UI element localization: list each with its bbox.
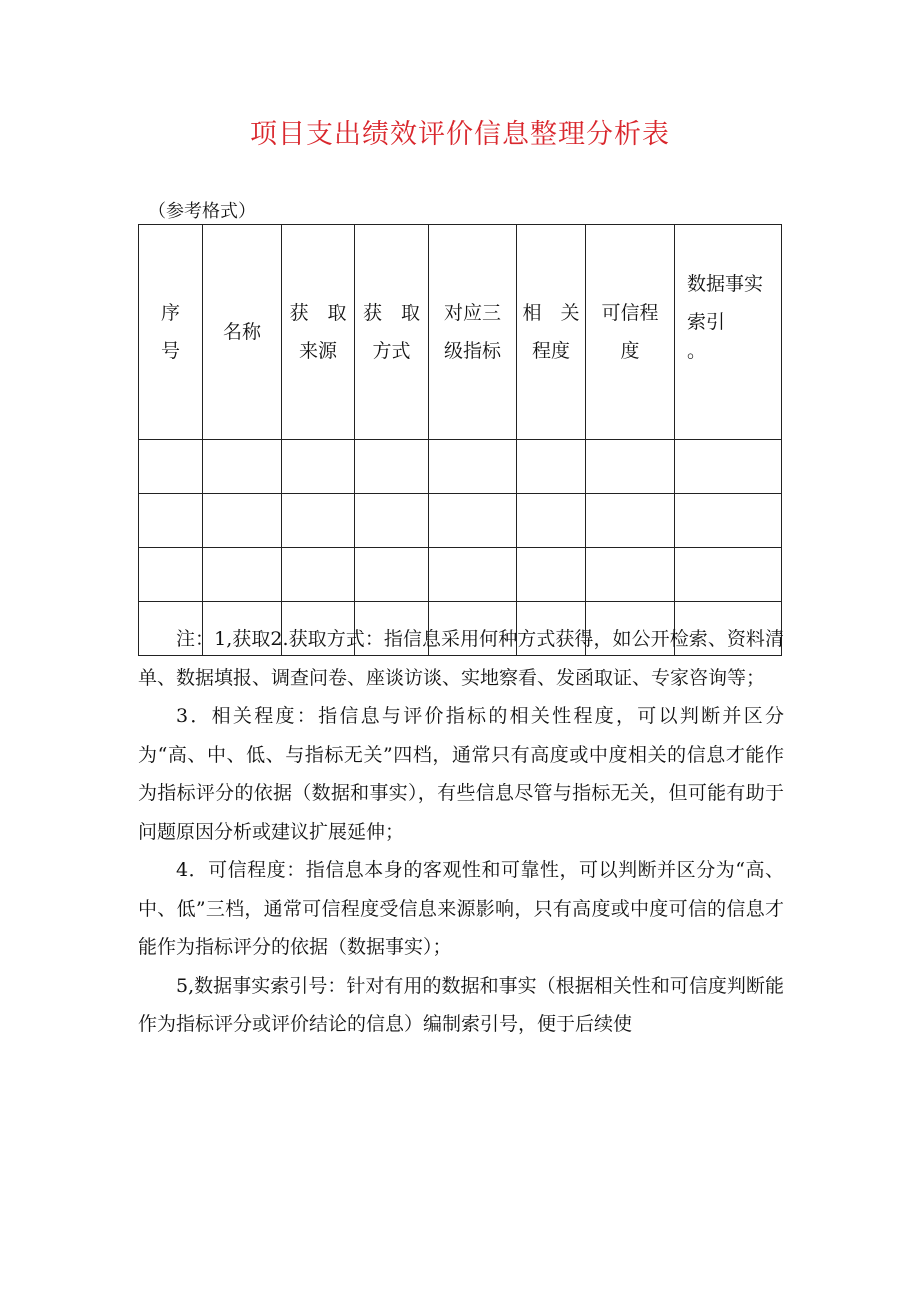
table-cell bbox=[429, 548, 517, 602]
table-cell bbox=[675, 494, 782, 548]
header-relevance: 相 关 程度 bbox=[517, 225, 586, 440]
table-cell bbox=[282, 494, 355, 548]
header-method: 获 取 方式 bbox=[355, 225, 429, 440]
table-cell bbox=[355, 494, 429, 548]
table-cell bbox=[586, 440, 675, 494]
table-cell bbox=[203, 440, 282, 494]
table-cell bbox=[139, 440, 203, 494]
table-cell bbox=[282, 440, 355, 494]
table-header-row bbox=[139, 225, 782, 440]
note-credibility: 4．可信程度：指信息本身的客观性和可靠性，可以判断并区分为“高、中、低”三档，通常可信程度受信息来源影响，只有高度或中度可信的信息才能作为指标评分的依据（数据事实）； bbox=[138, 859, 784, 958]
table-row bbox=[139, 548, 782, 602]
table-cell bbox=[517, 494, 586, 548]
note-acquisition-method: 注：1,获取2.获取方式：指信息采用何种方式获得，如公开检索、资料清单、数据填报、调查问卷、座谈访谈、实地察看、发函取证、专家咨询等； bbox=[138, 628, 784, 689]
table-cell bbox=[429, 440, 517, 494]
header-index: 序 号 bbox=[139, 225, 203, 440]
table-row bbox=[139, 440, 782, 494]
table-cell bbox=[139, 548, 203, 602]
header-name: 名称 bbox=[203, 225, 282, 440]
table-cell bbox=[675, 548, 782, 602]
table-cell bbox=[586, 494, 675, 548]
header-evidence-index: 数据事实 索引 。 bbox=[675, 225, 782, 440]
note-relevance: 3．相关程度：指信息与评价指标的相关性程度，可以判断并区分为“高、中、低、与指标无关”四档，通常只有高度或中度相关的信息才能作为指标评分的依据（数据和事实），有些信息尽管与指标无关，但可能有助于问题原因分析或建议扩展延伸； bbox=[138, 705, 784, 843]
table-row bbox=[139, 494, 782, 548]
table-cell bbox=[675, 440, 782, 494]
table-cell bbox=[139, 494, 203, 548]
format-note: （参考格式） bbox=[148, 201, 256, 222]
note-evidence-index: 5,数据事实索引号：针对有用的数据和事实（根据相关性和可信度判断能作为指标评分或评价结论的信息）编制索引号，便于后续使 bbox=[138, 974, 784, 1035]
header-credibility: 可信程 度 bbox=[586, 225, 675, 440]
table-cell bbox=[203, 494, 282, 548]
table-cell bbox=[517, 548, 586, 602]
table-cell bbox=[282, 548, 355, 602]
header-source: 获 取 来源 bbox=[282, 225, 355, 440]
page-title: 项目支出绩效评价信息整理分析表 bbox=[250, 119, 670, 150]
table-cell bbox=[429, 494, 517, 548]
table-cell bbox=[355, 548, 429, 602]
header-indicator: 对应三 级指标 bbox=[429, 225, 517, 440]
table-cell bbox=[203, 548, 282, 602]
notes-section bbox=[138, 620, 784, 1044]
table-cell bbox=[517, 440, 586, 494]
table-cell bbox=[586, 548, 675, 602]
table-cell bbox=[355, 440, 429, 494]
info-analysis-table bbox=[138, 224, 782, 656]
